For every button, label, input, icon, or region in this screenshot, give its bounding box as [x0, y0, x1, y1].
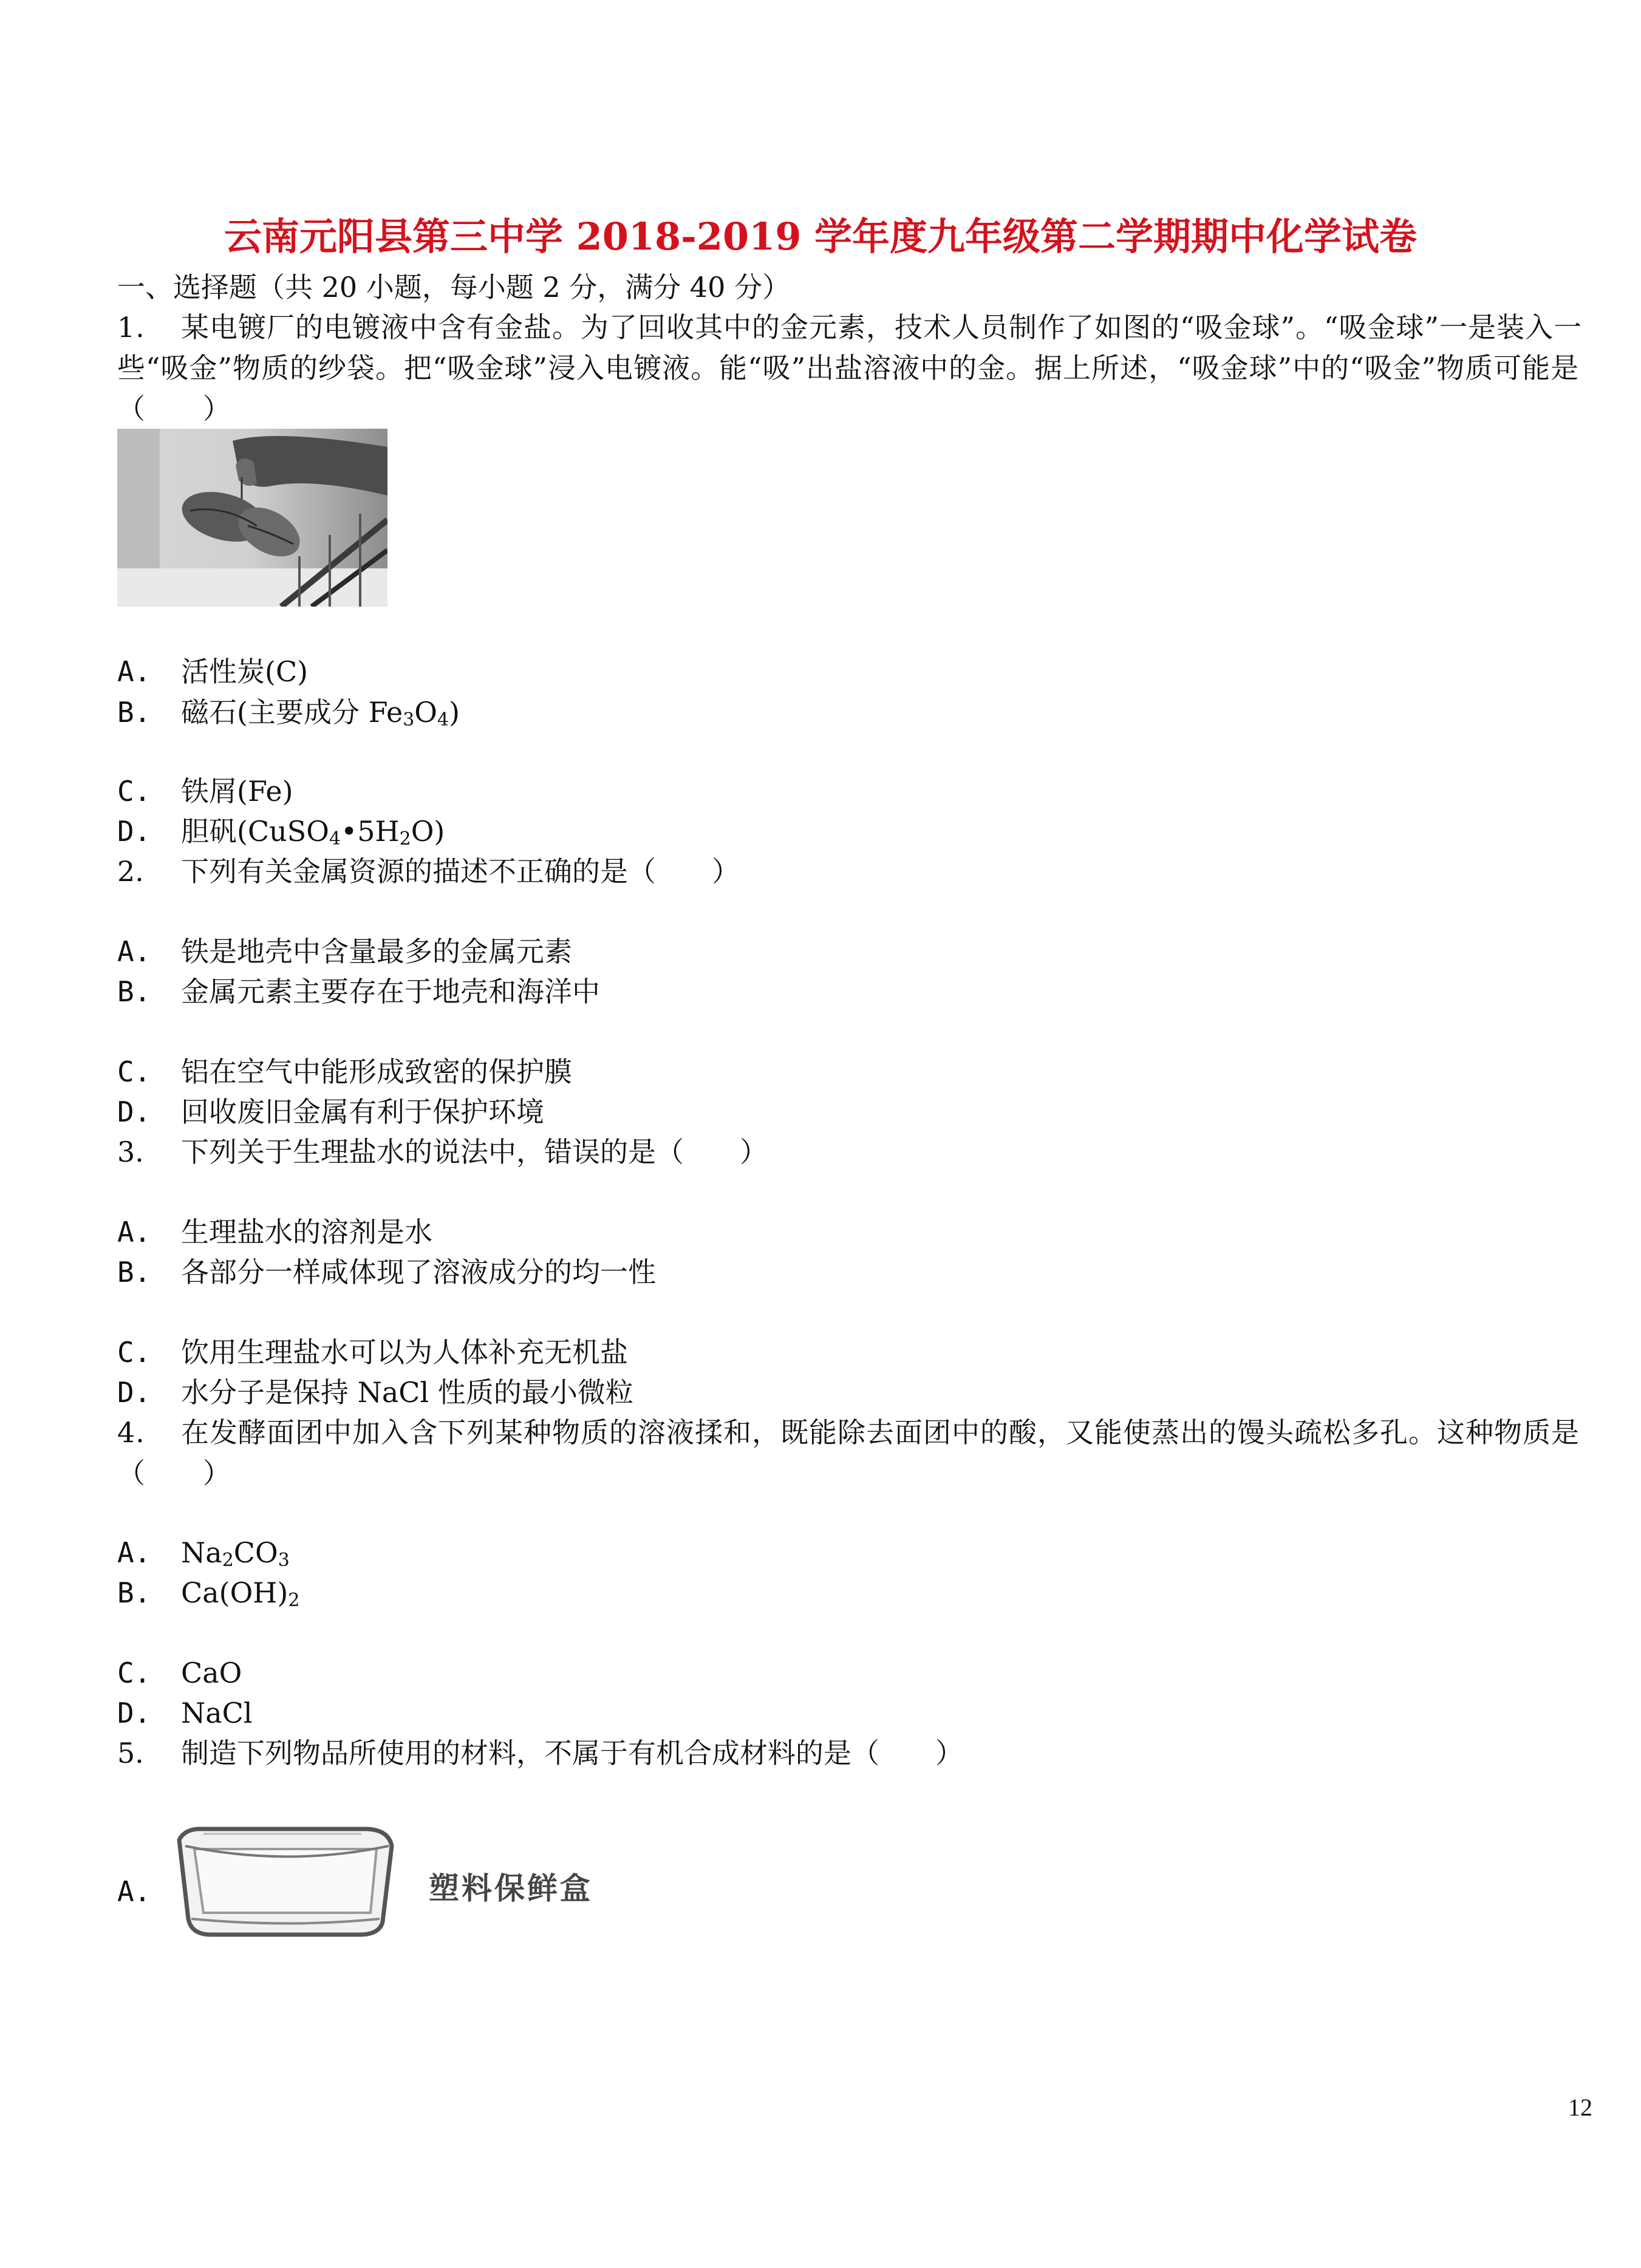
question-4	[117, 1412, 1599, 1494]
q5-option-a[interactable]: A.	[117, 1875, 151, 1908]
q1-option-b[interactable]: B. 磁石(主要成分 $Fe_3O_4$)	[117, 696, 460, 730]
question-number: 2.	[117, 855, 144, 888]
q1-option-a[interactable]: A. 活性炭(C)	[117, 655, 309, 688]
question-text: 下列有关金属资源的描述不正确的是（ ）	[181, 855, 740, 888]
q2-option-d[interactable]: D. 回收废旧金属有利于保护环境	[117, 1095, 544, 1128]
q4-option-a[interactable]: A. $Na_2CO_3$	[117, 1536, 290, 1571]
exam-title: 云南元阳县第三中学 2018-2019 学年度九年级第二学期期中化学试卷	[223, 214, 1418, 259]
question-number: 1.	[117, 311, 145, 344]
question-2	[117, 851, 740, 891]
question-text: 制造下列物品所使用的材料，不属于有机合成材料的是（ ）	[181, 1737, 963, 1769]
q3-option-a[interactable]: A. 生理盐水的溶剂是水	[117, 1216, 432, 1248]
q1-option-d[interactable]: D. 胆矾$(CuSO_4•5H_2O)$	[117, 815, 445, 850]
plastic-container-image	[167, 1822, 398, 1940]
q3-option-c[interactable]: C. 饮用生理盐水可以为人体补充无机盐	[117, 1336, 628, 1369]
question-5	[117, 1733, 963, 1773]
q4-option-b[interactable]: B. $Ca(OH)_2$	[117, 1576, 300, 1611]
question-text: 某电镀厂的电镀液中含有金盐。为了回收其中的金元素，技术人员制作了如图的“吸金球”。“吸金球”一是装入一些“吸金”物质的纱袋。把“吸金球”浸入电镀液。能“吸”出盐溶液中的金。据上所述，“吸金球”中的“吸金”物质可能是（ ）	[117, 311, 1583, 425]
question-1	[117, 307, 1599, 429]
q3-option-b[interactable]: B. 各部分一样咸体现了溶液成分的均一性	[117, 1256, 656, 1289]
question-3	[117, 1132, 768, 1172]
section-heading: 一、选择题（共 20 小题，每小题 2 分，满分 40 分）	[117, 271, 791, 304]
question-text: 在发酵面团中加入含下列某种物质的溶液揉和，既能除去面团中的酸，又能使蒸出的馒头疏松多孔。这种物质是（ ）	[117, 1416, 1580, 1490]
page-number: 12	[1568, 2094, 1592, 2121]
question-number: 4.	[117, 1416, 145, 1449]
q4-option-d[interactable]: D. NaCl	[117, 1697, 253, 1729]
q4-option-c[interactable]: C. CaO	[117, 1657, 242, 1689]
question-text: 下列关于生理盐水的说法中，错误的是（ ）	[181, 1136, 768, 1168]
question-number: 3.	[117, 1136, 144, 1168]
gold-absorbing-ball-photo	[117, 429, 387, 607]
q3-option-d[interactable]: D. 水分子是保持 NaCl 性质的最小微粒	[117, 1376, 633, 1409]
q2-option-a[interactable]: A. 铁是地壳中含量最多的金属元素	[117, 935, 572, 968]
q2-option-b[interactable]: B. 金属元素主要存在于地壳和海洋中	[117, 975, 600, 1008]
q1-option-c[interactable]: C. 铁屑(Fe)	[117, 775, 293, 808]
q2-option-c[interactable]: C. 铝在空气中能形成致密的保护膜	[117, 1055, 572, 1088]
option-a-caption: 塑料保鲜盒	[429, 1871, 593, 1906]
question-number: 5.	[117, 1737, 144, 1769]
